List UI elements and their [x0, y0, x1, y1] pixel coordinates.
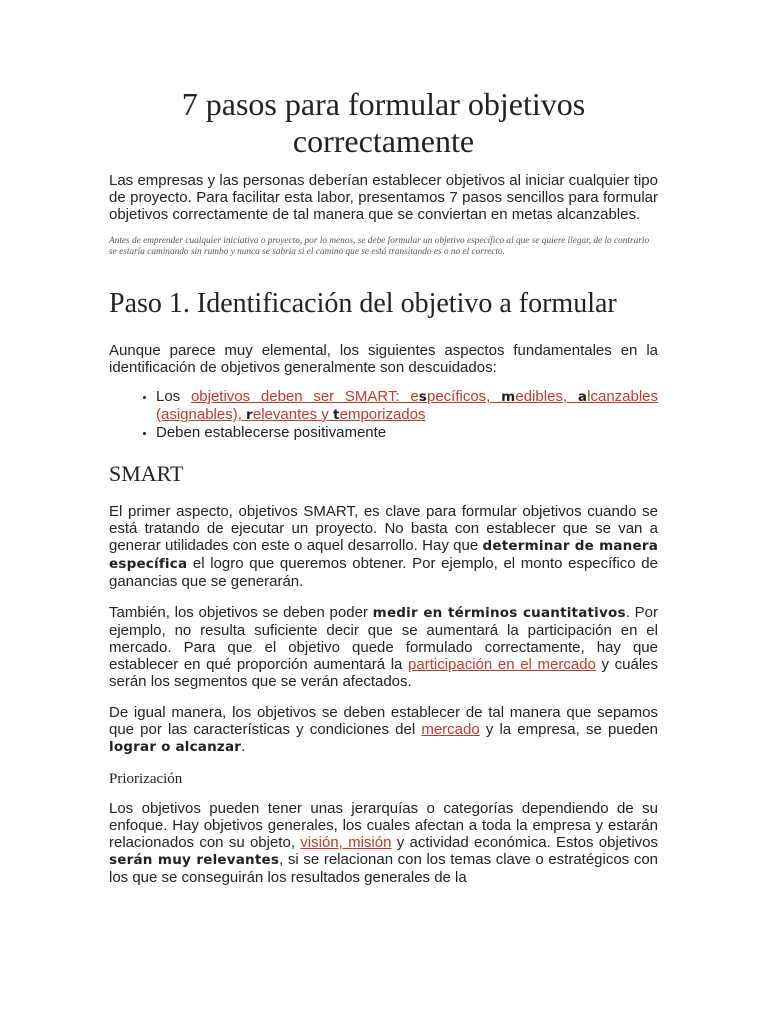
step1-paragraph: Aunque parece muy elemental, los siguientes aspectos fundamentales en la identificación de objetivos generalmente son descuidados: [109, 342, 658, 376]
prioritization-heading: Priorización [109, 771, 183, 787]
step1-list [109, 388, 658, 441]
prioritization-paragraph: Los objetivos pueden tener unas jerarquías o categorías dependiendo de su enfoque. Hay objetivos generales, los cuales afectan a toda la empresa y estarán relacionados con su objeto, visión, misión y actividad económica. Estos objetivos serán muy relevantes, si se relacionan con los temas clave o estratégicos con los que se conseguirán los resultados generales de la [109, 800, 659, 886]
document-page [109, 86, 658, 900]
list-item: • Deben establecerse positivamente [156, 424, 658, 441]
smart-paragraph-3: De igual manera, los objetivos se deben establecer de tal manera que sepamos que por las características y condiciones del mercado y la empresa, se pueden lograr o alcanzar. [109, 704, 659, 755]
list-item: • Los objetivos deben ser SMART: específicos, medibles, alcanzables (asignables), relevantes y temporizados [156, 388, 658, 424]
intro-paragraph: Las empresas y las personas deberían establecer objetivos al iniciar cualquier tipo de proyecto. Para facilitar esta labor, presentamos 7 pasos sencillos para formular objetivos correctamente de tal manera que se conviertan en metas alcanzables. [109, 172, 658, 223]
smart-heading: SMART [109, 461, 184, 486]
intro-note: Antes de emprender cualquier iniciativa o proyecto, por lo menos, se debe formular un objetivo específico al que se quiere llegar, de lo contrario se estaría caminando sin rumbo y nunca se sabría si el camino que se está transitando es o no el correcto. [109, 236, 650, 257]
document-title: 7 pasos para formular objetivos correctamente [181, 86, 586, 159]
market-share-link[interactable]: participación en el mercado [408, 656, 596, 673]
smart-link[interactable]: objetivos deben ser SMART: específicos, medibles, alcanzables (asignables), relevantes y temporizados [156, 388, 659, 423]
market-link[interactable]: mercado [421, 721, 480, 738]
smart-paragraph-2: También, los objetivos se deben poder medir en términos cuantitativos. Por ejemplo, no resulta suficiente decir que se aumentará la participación en el mercado. Para que el objetivo quede formulado correctamente, hay que establecer en qué proporción aumentará la participación en el mercado y cuáles serán los segmentos que se verán afectados. [109, 604, 659, 690]
vision-mission-link[interactable]: visión, misión [300, 834, 392, 851]
step1-heading: Paso 1. Identificación del objetivo a formular [109, 288, 617, 319]
smart-paragraph-1: El primer aspecto, objetivos SMART, es clave para formular objetivos cuando se está tratando de ejecutar un proyecto. No basta con establecer que se van a generar utilidades con este o aquel desarrollo. Hay que determinar de manera específica el logro que queremos obtener. Por ejemplo, el monto específico de ganancias que se generarán. [109, 503, 659, 590]
